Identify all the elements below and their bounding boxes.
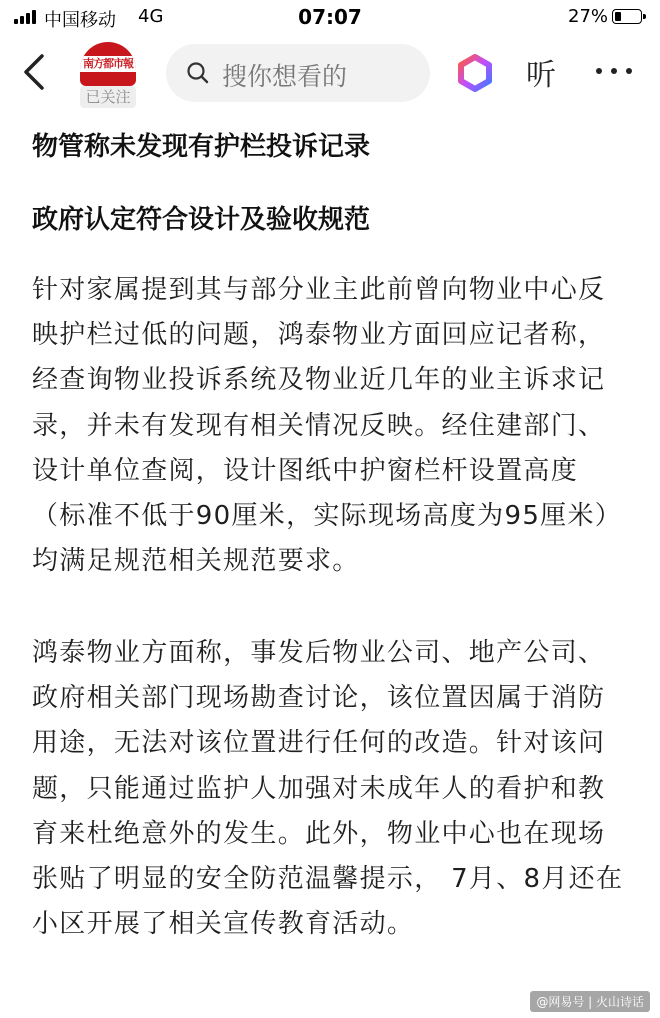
follow-status-badge[interactable]: 已关注	[80, 86, 136, 108]
ring-logo-icon[interactable]	[456, 54, 494, 92]
carrier-name: 中国移动	[44, 10, 116, 31]
account-avatar[interactable]	[76, 42, 140, 106]
clock: 07:07	[298, 5, 362, 29]
article-paragraph-1: 针对家属提到其与部分业主此前曾向物业中心反映护栏过低的问题，鸿泰物业方面回应记者称，经查询物业投诉系统及物业近几年的业主诉求记录，并未有发现有相关情况反映。经住建部门、设计单位查阅，设计图纸中护窗栏杆设置高度（标准不低于90厘米，实际现场高度为95厘米）均满足规范相关规范要求。	[32, 275, 623, 577]
chevron-left-icon	[18, 52, 54, 92]
article-heading-1: 物管称未发现有护栏投诉记录	[32, 132, 371, 162]
battery-percent: 27%	[568, 6, 609, 27]
more-dots-icon[interactable]	[596, 68, 634, 76]
listen-button[interactable]: 听	[526, 58, 556, 93]
article-paragraph-2: 鸿泰物业方面称，事发后物业公司、地产公司、政府相关部门现场勘查讨论，该位置因属于消防用途，无法对该位置进行任何的改造。针对该问题，只能通过监护人加强对未成年人的看护和教育来杜绝意外的发生。此外，物业中心也在现场张贴了明显的安全防范温馨提示， 7月、8月还在小区开展了相关宣传教育活动。	[32, 638, 624, 940]
search-input[interactable]	[166, 44, 430, 102]
logo-text: 南方都市報	[80, 56, 136, 72]
search-icon	[186, 61, 210, 85]
top-nav-bar	[0, 38, 660, 110]
network-type: 4G	[138, 6, 164, 27]
source-watermark: @网易号 | 火山诗话	[530, 991, 650, 1012]
article-heading-2: 政府认定符合设计及验收规范	[32, 205, 371, 235]
search-placeholder: 搜你想看的	[222, 62, 348, 91]
battery-icon	[612, 9, 642, 24]
status-bar	[0, 0, 660, 34]
back-button[interactable]	[18, 52, 54, 92]
newspaper-logo	[80, 42, 136, 86]
